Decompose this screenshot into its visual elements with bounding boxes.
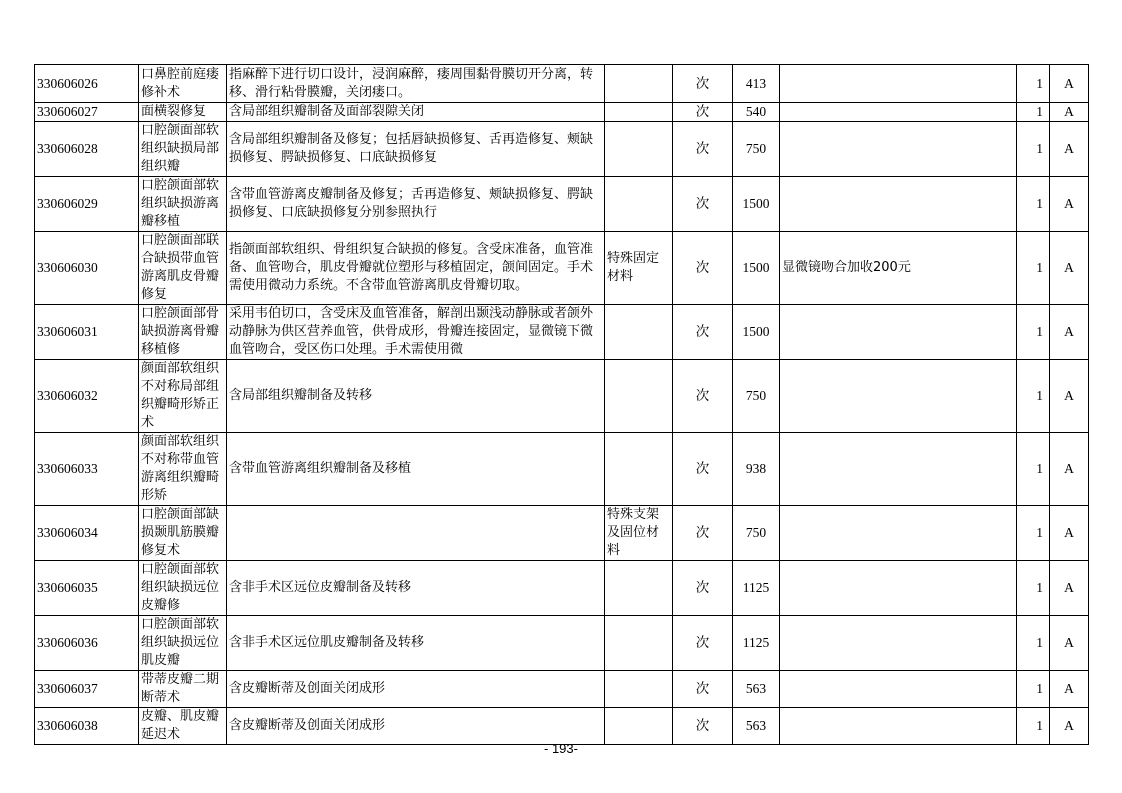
item-content-text: 含非手术区远位肌皮瓣制备及转移	[229, 635, 425, 650]
note-cell	[780, 708, 1017, 745]
item-name-text: 口腔颌面部软组织缺损远位肌皮瓣	[141, 617, 220, 668]
note-text: 显微镜吻合加收200元	[782, 260, 911, 275]
unit-text: 次	[695, 324, 710, 340]
category-cell	[1050, 305, 1089, 360]
price-text: 1500	[742, 324, 770, 339]
excluded-items-cell	[605, 305, 673, 360]
item-name-text: 口腔颌面部缺损颞肌筋膜瓣修复术	[141, 507, 220, 558]
category-text: A	[1064, 104, 1074, 119]
category-cell	[1050, 561, 1089, 616]
category-text: A	[1064, 141, 1074, 156]
price-text: 750	[745, 388, 767, 403]
price-cell	[733, 671, 780, 708]
item-name-cell	[139, 177, 227, 232]
unit-text: 次	[695, 260, 710, 276]
item-name-cell	[139, 360, 227, 433]
price-cell	[733, 177, 780, 232]
price-cell	[733, 506, 780, 561]
unit-text: 次	[695, 681, 710, 697]
quantity-cell	[1017, 506, 1050, 561]
item-content-cell	[227, 232, 605, 305]
category-text: A	[1064, 196, 1074, 211]
item-content-cell	[227, 616, 605, 671]
item-content-text: 含皮瓣断蒂及创面关闭成形	[229, 681, 386, 696]
quantity-text: 1	[1036, 461, 1043, 476]
item-content-text: 含非手术区远位皮瓣制备及转移	[229, 580, 412, 595]
unit-cell	[673, 616, 733, 671]
excluded-items-cell	[605, 671, 673, 708]
unit-text: 次	[695, 718, 710, 734]
quantity-cell	[1017, 305, 1050, 360]
item-content-text: 指颌面部软组织、骨组织复合缺损的修复。含受床准备，血管准备、血管吻合，肌皮骨瓣就位塑形与移植固定，颌间固定。手术需使用微动力系统。不含带血管游离肌皮骨瓣切取。	[229, 242, 594, 293]
item-name-cell	[139, 433, 227, 506]
category-text: A	[1064, 324, 1074, 339]
unit-text: 次	[695, 580, 710, 596]
excluded-items-cell	[605, 433, 673, 506]
quantity-cell	[1017, 708, 1050, 745]
quantity-text: 1	[1036, 388, 1043, 403]
price-cell	[733, 360, 780, 433]
item-name-text: 颜面部软组织不对称带血管游离组织瓣畸形矫	[141, 434, 220, 503]
item-code-cell	[35, 103, 139, 122]
item-name-text: 口腔颌面部软组织缺损游离瓣移植	[141, 178, 220, 229]
unit-cell	[673, 103, 733, 122]
table-row	[35, 65, 1089, 103]
quantity-text: 1	[1036, 718, 1043, 733]
item-name-text: 皮瓣、肌皮瓣延迟术	[141, 709, 220, 742]
note-cell	[780, 65, 1017, 103]
price-text: 563	[745, 681, 767, 696]
category-cell	[1050, 360, 1089, 433]
note-cell	[780, 305, 1017, 360]
category-text: A	[1064, 461, 1074, 476]
item-content-cell	[227, 122, 605, 177]
excluded-items-cell	[605, 506, 673, 561]
note-cell	[780, 360, 1017, 433]
unit-text: 次	[695, 196, 710, 212]
item-code-text: 330606029	[37, 196, 98, 211]
item-code-text: 330606027	[37, 104, 98, 119]
table-row	[35, 103, 1089, 122]
category-cell	[1050, 232, 1089, 305]
item-code-cell	[35, 506, 139, 561]
excluded-items-cell	[605, 708, 673, 745]
note-cell	[780, 122, 1017, 177]
item-content-text: 含局部组织瓣制备及转移	[229, 388, 373, 403]
item-name-text: 口鼻腔前庭瘘修补术	[141, 66, 220, 100]
table-row	[35, 506, 1089, 561]
excluded-items-cell	[605, 122, 673, 177]
quantity-text: 1	[1036, 141, 1043, 156]
excluded-items-cell	[605, 360, 673, 433]
note-cell	[780, 103, 1017, 122]
table-row	[35, 671, 1089, 708]
item-content-text: 含局部组织瓣制备及面部裂隙关闭	[229, 104, 425, 119]
item-code-cell	[35, 177, 139, 232]
note-cell	[780, 616, 1017, 671]
item-content-text: 含局部组织瓣制备及修复；包括唇缺损修复、舌再造修复、颊缺损修复、腭缺损修复、口底缺损修复	[229, 132, 594, 165]
unit-text: 次	[695, 75, 710, 92]
item-code-cell	[35, 433, 139, 506]
category-text: A	[1064, 635, 1074, 650]
quantity-cell	[1017, 177, 1050, 232]
table-row	[35, 561, 1089, 616]
price-cell	[733, 433, 780, 506]
quantity-text: 1	[1036, 324, 1043, 339]
item-content-cell	[227, 177, 605, 232]
category-text: A	[1064, 75, 1074, 91]
price-text: 938	[745, 461, 767, 476]
item-name-cell	[139, 122, 227, 177]
page-number: - 193-	[544, 741, 578, 756]
price-text: 1125	[742, 580, 770, 595]
price-text: 540	[745, 104, 767, 119]
quantity-cell	[1017, 671, 1050, 708]
item-name-cell	[139, 506, 227, 561]
item-name-cell	[139, 103, 227, 122]
price-cell	[733, 708, 780, 745]
quantity-cell	[1017, 616, 1050, 671]
unit-cell	[673, 177, 733, 232]
item-name-cell	[139, 708, 227, 745]
quantity-text: 1	[1036, 525, 1043, 540]
item-code-cell	[35, 616, 139, 671]
item-name-cell	[139, 616, 227, 671]
quantity-cell	[1017, 65, 1050, 103]
excluded-items-cell	[605, 561, 673, 616]
category-cell	[1050, 433, 1089, 506]
price-text: 563	[745, 718, 767, 733]
price-cell	[733, 561, 780, 616]
item-code-cell	[35, 360, 139, 433]
item-name-text: 带蒂皮瓣二期断蒂术	[141, 672, 220, 705]
excluded-items-cell	[605, 616, 673, 671]
unit-text: 次	[695, 388, 710, 404]
item-content-cell	[227, 433, 605, 506]
unit-cell	[673, 506, 733, 561]
category-text: A	[1064, 718, 1074, 733]
excluded-items-cell	[605, 232, 673, 305]
item-code-cell	[35, 305, 139, 360]
note-cell	[780, 433, 1017, 506]
item-content-text: 含带血管游离组织瓣制备及移植	[229, 461, 412, 476]
unit-text: 次	[695, 461, 710, 477]
table-row	[35, 305, 1089, 360]
item-name-cell	[139, 561, 227, 616]
item-content-text: 含带血管游离皮瓣制备及修复；舌再造修复、颊缺损修复、腭缺损修复、口底缺损修复分别参照执行	[229, 187, 594, 220]
item-content-text: 指麻醉下进行切口设计，浸润麻醉，瘘周围黏骨膜切开分离，转移、滑行粘骨膜瓣，关闭瘘口。	[229, 66, 594, 100]
unit-cell	[673, 122, 733, 177]
quantity-cell	[1017, 122, 1050, 177]
item-content-cell	[227, 360, 605, 433]
item-code-text: 330606034	[37, 525, 98, 540]
category-cell	[1050, 177, 1089, 232]
category-cell	[1050, 506, 1089, 561]
price-text: 1125	[742, 635, 770, 650]
category-text: A	[1064, 525, 1074, 540]
unit-cell	[673, 671, 733, 708]
item-code-text: 330606030	[37, 260, 98, 275]
item-code-cell	[35, 65, 139, 103]
price-text: 413	[745, 75, 767, 91]
unit-text: 次	[695, 104, 710, 120]
price-text: 750	[745, 141, 767, 156]
category-text: A	[1064, 681, 1074, 696]
item-code-text: 330606036	[37, 635, 98, 650]
category-text: A	[1064, 580, 1074, 595]
item-name-cell	[139, 305, 227, 360]
excluded-items-cell	[605, 177, 673, 232]
category-cell	[1050, 122, 1089, 177]
excluded-items-cell	[605, 103, 673, 122]
unit-cell	[673, 305, 733, 360]
category-text: A	[1064, 388, 1074, 403]
excluded-items-text: 特殊支架及固位材料	[607, 507, 660, 558]
category-cell	[1050, 65, 1089, 103]
fee-schedule-table	[34, 64, 1089, 745]
item-name-cell	[139, 671, 227, 708]
unit-cell	[673, 65, 733, 103]
item-name-cell	[139, 232, 227, 305]
quantity-text: 1	[1036, 681, 1043, 696]
quantity-cell	[1017, 360, 1050, 433]
item-content-cell	[227, 305, 605, 360]
item-name-text: 口腔颌面部软组织缺损局部组织瓣	[141, 123, 220, 174]
table-row	[35, 616, 1089, 671]
item-code-text: 330606031	[37, 324, 98, 339]
unit-text: 次	[695, 141, 710, 157]
item-code-text: 330606035	[37, 580, 98, 595]
price-cell	[733, 103, 780, 122]
price-cell	[733, 232, 780, 305]
table-row	[35, 177, 1089, 232]
category-cell	[1050, 708, 1089, 745]
quantity-text: 1	[1036, 635, 1043, 650]
item-code-cell	[35, 708, 139, 745]
item-code-text: 330606037	[37, 681, 98, 696]
item-name-text: 面横裂修复	[141, 104, 207, 119]
item-content-cell	[227, 671, 605, 708]
unit-cell	[673, 708, 733, 745]
item-code-cell	[35, 561, 139, 616]
price-cell	[733, 122, 780, 177]
item-name-text: 口腔颌面部软组织缺损远位皮瓣修	[141, 562, 220, 613]
quantity-cell	[1017, 561, 1050, 616]
item-content-cell	[227, 103, 605, 122]
price-cell	[733, 65, 780, 103]
category-cell	[1050, 616, 1089, 671]
quantity-text: 1	[1036, 104, 1043, 119]
price-text: 1500	[742, 196, 770, 211]
item-content-cell	[227, 65, 605, 103]
item-code-text: 330606033	[37, 461, 98, 476]
note-cell	[780, 177, 1017, 232]
unit-cell	[673, 232, 733, 305]
item-name-cell	[139, 65, 227, 103]
excluded-items-cell	[605, 65, 673, 103]
category-cell	[1050, 103, 1089, 122]
unit-cell	[673, 360, 733, 433]
price-text: 1500	[742, 260, 770, 275]
item-name-text: 颜面部软组织不对称局部组织瓣畸形矫正术	[141, 361, 220, 430]
item-code-cell	[35, 671, 139, 708]
category-text: A	[1064, 260, 1074, 275]
table-row	[35, 433, 1089, 506]
unit-text: 次	[695, 525, 710, 541]
excluded-items-text: 特殊固定材料	[607, 251, 660, 284]
item-content-text: 采用韦伯切口，含受床及血管准备，解剖出颞浅动静脉或者颌外动静脉为供区营养血管，供骨成形，骨瓣连接固定，显微镜下微血管吻合，受区伤口处理。手术需使用微	[229, 306, 594, 357]
item-content-text: 含皮瓣断蒂及创面关闭成形	[229, 718, 386, 733]
unit-cell	[673, 561, 733, 616]
price-text: 750	[745, 525, 767, 540]
item-code-cell	[35, 232, 139, 305]
quantity-cell	[1017, 232, 1050, 305]
item-code-cell	[35, 122, 139, 177]
item-code-text: 330606032	[37, 388, 98, 403]
item-code-text: 330606028	[37, 141, 98, 156]
table-row	[35, 122, 1089, 177]
unit-text: 次	[695, 635, 710, 651]
price-cell	[733, 616, 780, 671]
table-row	[35, 708, 1089, 745]
price-cell	[733, 305, 780, 360]
item-content-cell	[227, 506, 605, 561]
note-cell	[780, 671, 1017, 708]
item-code-text: 330606026	[37, 75, 98, 91]
quantity-text: 1	[1036, 580, 1043, 595]
item-name-text: 口腔颌面部联合缺损带血管游离肌皮骨瓣修复	[141, 233, 220, 302]
note-cell	[780, 561, 1017, 616]
table-row	[35, 360, 1089, 433]
note-cell	[780, 506, 1017, 561]
note-cell	[780, 232, 1017, 305]
quantity-text: 1	[1036, 260, 1043, 275]
quantity-text: 1	[1036, 75, 1043, 91]
item-content-cell	[227, 561, 605, 616]
item-name-text: 口腔颌面部骨缺损游离骨瓣移植修	[141, 306, 220, 357]
unit-cell	[673, 433, 733, 506]
item-code-text: 330606038	[37, 718, 98, 733]
item-content-cell	[227, 708, 605, 745]
quantity-cell	[1017, 433, 1050, 506]
quantity-text: 1	[1036, 196, 1043, 211]
quantity-cell	[1017, 103, 1050, 122]
category-cell	[1050, 671, 1089, 708]
table-row	[35, 232, 1089, 305]
